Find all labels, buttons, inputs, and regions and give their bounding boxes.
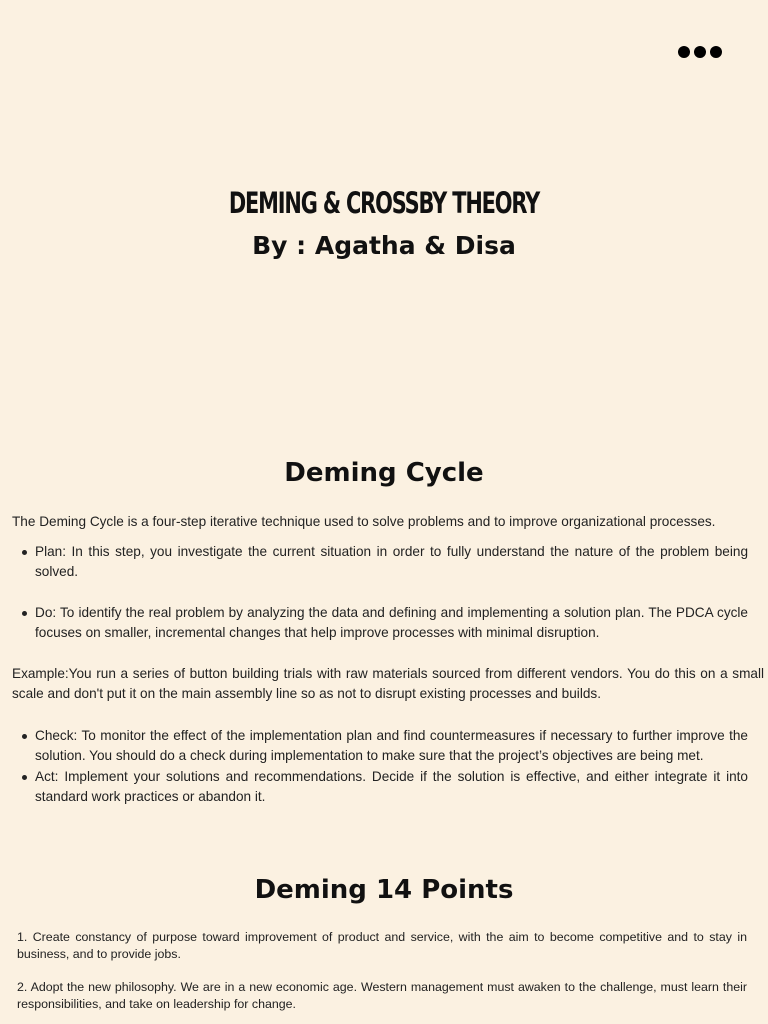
list-item-do: Do: To identify the real problem by analyzing the data and defining and implementing a solution plan. The PDCA cycle focuses on smaller, incremental changes that help improve processes with minimal disruption. [20,603,748,644]
page-title: DEMING & CROSSBY THEORY [228,186,540,220]
bullet-list-do [20,603,748,644]
example-paragraph: Example:You run a series of button building trials with raw materials sourced from different vendors. You do this on a small scale and don't put it on the main assembly line so as not to disrupt existing processes and builds. [12,666,764,702]
menu-dot [710,46,722,58]
list-item-act: Act: Implement your solutions and recommendations. Decide if the solution is effective, and either integrate it into standard work practices or abandon it. [20,767,748,808]
page-subtitle: By : Agatha & Disa [252,231,516,260]
bullet-list-check-act [20,726,748,807]
deming-point-1: 1. Create constancy of purpose toward improvement of product and service, with the aim to become competitive and to stay in business, and to provide jobs. [17,930,747,961]
menu-dot [694,46,706,58]
list-item-check: Check: To monitor the effect of the implementation plan and find countermeasures if necessary to further improve the solution. You should do a check during implementation to make sure that the project’s objectives are being met. [20,726,748,767]
more-horizontal-icon[interactable] [678,46,722,58]
deming-cycle-heading: Deming Cycle [284,458,484,488]
deming-points-heading: Deming 14 Points [254,875,514,905]
deming-cycle-intro: The Deming Cycle is a four-step iterative technique used to solve problems and to improve organizational processes. [12,514,716,529]
deming-point-2: 2. Adopt the new philosophy. We are in a new economic age. Western management must awaken to the challenge, must learn their responsibilities, and take on leadership for change. [17,980,747,1011]
list-item-plan: Plan: In this step, you investigate the current situation in order to fully understand the nature of the problem being solved. [20,542,748,583]
menu-dot [678,46,690,58]
bullet-list-plan [20,542,748,583]
